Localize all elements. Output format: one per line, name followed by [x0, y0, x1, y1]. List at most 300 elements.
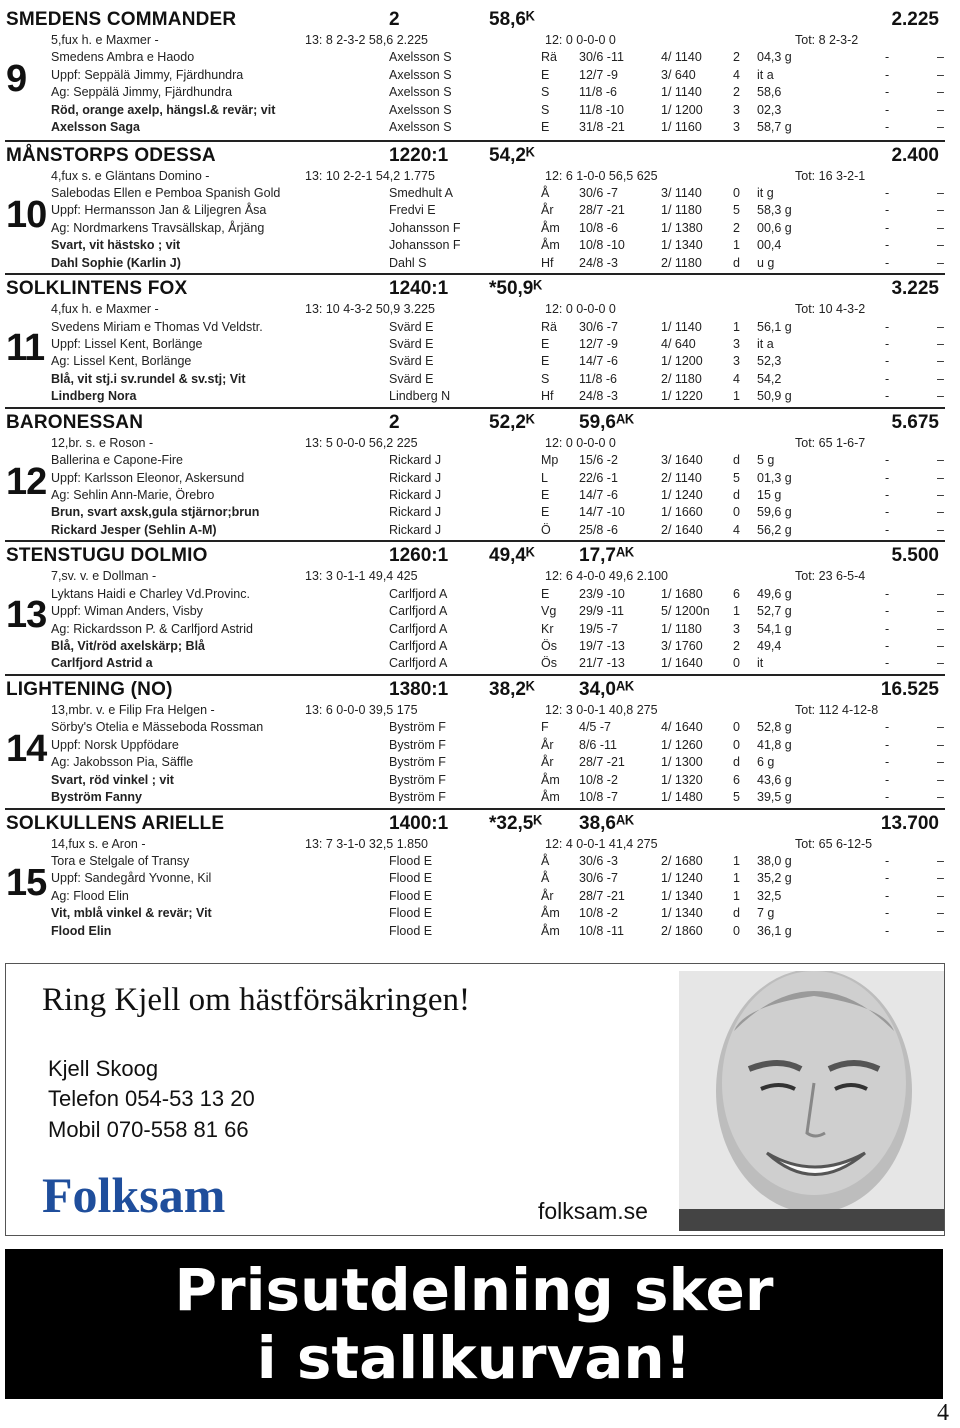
start-cell: - [885, 120, 890, 134]
record-13: 13: 7 3-1-0 32,5 1.850 [305, 836, 429, 851]
start-cell: 36,1 g [757, 923, 792, 938]
start-cell: – [937, 871, 944, 886]
start-cell: 1/ 1480 [661, 789, 703, 804]
start-cell: d [733, 255, 740, 270]
entry-row [5, 871, 945, 888]
start-cell: 2 [733, 85, 740, 100]
start-cell: 1 [733, 604, 740, 619]
start-cell: 1 [733, 853, 740, 868]
start-cell: Åm [541, 789, 560, 804]
start-cell: – [937, 853, 944, 868]
prize-money: 2.225 [891, 9, 939, 30]
start-cell: - [885, 522, 890, 537]
record-13: 13: 10 2-2-1 54,2 1.775 [305, 168, 435, 183]
entry-row [5, 720, 945, 737]
record-12: 12: 6 1-0-0 56,5 625 [545, 168, 658, 183]
horse-info: Uppf: Seppälä Jimmy, Fjärdhundra [51, 67, 244, 82]
start-cell: - [885, 371, 890, 386]
horse-info: Ag: Seppälä Jimmy, Fjärdhundra [51, 85, 233, 100]
start-cell: - [885, 772, 890, 787]
start-cell: – [937, 755, 944, 770]
horse-info: Ag: Jakobsson Pia, Säffle [51, 755, 194, 770]
start-cell: Fredvi E [389, 203, 436, 218]
start-cell: - [885, 604, 890, 619]
start-cell: it a [757, 336, 774, 351]
horse-info: Blå, vit stj.i sv.rundel & sv.stj; Vit [51, 371, 246, 386]
horse-info: Ag: Rickardsson P. & Carlfjord Astrid [51, 621, 253, 636]
record-12: 12: 0 0-0-0 0 [545, 435, 616, 450]
start-cell: u g [757, 255, 775, 270]
horse-info: 12,br. s. e Roson - [51, 435, 154, 450]
folksam-logo [36, 1162, 250, 1224]
start-cell: E [541, 120, 550, 134]
record-total: Tot: 10 4-3-2 [795, 302, 866, 317]
start-cell: 0 [733, 737, 740, 752]
entry-row [5, 471, 945, 488]
start-cell: Kr [541, 621, 554, 636]
start-cell: – [937, 737, 944, 752]
entry-row [5, 186, 945, 203]
prize-money: 16.525 [880, 678, 939, 700]
start-cell: 49,4 [757, 638, 782, 653]
start-cell: 1/ 1240 [661, 487, 703, 502]
start-cell: 1/ 1200 [661, 102, 703, 117]
start-cell: – [937, 487, 944, 502]
start-cell: 12/7 -9 [579, 336, 618, 351]
start-cell: S [541, 102, 550, 117]
start-cell: E [541, 67, 550, 82]
start-cell: Lindberg N [389, 389, 451, 404]
start-cell: Flood E [389, 871, 433, 886]
start-cell: – [937, 772, 944, 787]
horse-name: BARONESSAN [6, 411, 144, 433]
start-cell: 8/6 -11 [579, 737, 617, 752]
odds-ak: 17,7ᴬᴷ [579, 545, 634, 567]
start-cell: 2 [733, 50, 740, 65]
entry-row [5, 854, 945, 871]
start-cell: 10/8 -6 [579, 220, 618, 235]
prize-money: 5.675 [891, 411, 939, 433]
horse-info: 13,mbr. v. e Filip Fra Helgen - [51, 702, 215, 717]
start-cell: 3/ 1640 [661, 453, 703, 468]
entry-row [5, 906, 945, 923]
start-cell: - [885, 621, 890, 636]
start-cell: Svärd E [389, 354, 434, 369]
start-cell: Flood E [389, 923, 433, 938]
entry-row [5, 120, 945, 137]
record-total: Tot: 16 3-2-1 [795, 168, 866, 183]
start-number: 14 [6, 727, 47, 770]
entry-row [5, 256, 945, 273]
horse-info: Carlfjord Astrid a [51, 656, 153, 671]
start-cell: 5 g [757, 453, 775, 468]
start-cell: Åm [541, 238, 560, 253]
start-cell: 6 g [757, 755, 775, 770]
entry-row [5, 837, 945, 854]
horse-info: Smedens Ambra e Haodo [51, 50, 195, 65]
entry-row [5, 320, 945, 337]
start-cell: Rickard J [389, 453, 442, 468]
start-cell: 52,3 [757, 354, 782, 369]
folksam-ad [5, 963, 945, 1236]
entry-row [5, 738, 945, 755]
start-cell: 54,1 g [757, 621, 792, 636]
race-entry [5, 140, 945, 274]
start-cell: 32,5 [757, 888, 782, 903]
start-cell: – [937, 203, 944, 218]
contact-mobile: Mobil 070-558 81 66 [48, 1117, 249, 1142]
entry-row [5, 33, 945, 50]
banner-line-2: i stallkurvan! [256, 1324, 692, 1392]
race-entry [5, 540, 945, 674]
start-cell: – [937, 354, 944, 369]
odds-k: 54,2ᴷ [489, 144, 535, 166]
start-cell: – [937, 453, 944, 468]
race-entry [5, 808, 945, 942]
start-cell: Svärd E [389, 319, 434, 334]
start-cell: - [885, 50, 890, 65]
start-cell: – [937, 522, 944, 537]
start-cell: 1 [733, 888, 740, 903]
start-cell: Åm [541, 220, 560, 235]
horse-info: 7,sv. v. e Dollman - [51, 569, 157, 584]
start-cell: - [885, 923, 890, 938]
start-cell: 1/ 1220 [661, 389, 703, 404]
start-cell: 3 [733, 621, 740, 636]
contact-phone: Telefon 054-53 13 20 [48, 1086, 255, 1111]
start-cell: – [937, 906, 944, 921]
odds-k: 52,2ᴷ [489, 411, 535, 433]
start-cell: – [937, 371, 944, 386]
start-cell: 1/ 1340 [661, 906, 703, 921]
start-cell: Svärd E [389, 336, 434, 351]
horse-info: Vit, mblå vinkel & revär; Vit [51, 906, 212, 921]
start-cell: 15 g [757, 487, 782, 502]
start-cell: - [885, 453, 890, 468]
start-cell: 2/ 1180 [661, 371, 702, 386]
horse-info: Lindberg Nora [51, 389, 137, 404]
horse-info: Lyktans Haidi e Charley Vd.Provinc. [51, 586, 250, 601]
start-cell: 10/8 -2 [579, 772, 618, 787]
start-cell: Flood E [389, 853, 433, 868]
entry-row [5, 203, 945, 220]
start-cell: 2 [733, 638, 740, 653]
horse-info: 4,fux h. e Maxmer - [51, 302, 159, 317]
start-cell: Byström F [389, 737, 446, 752]
start-cell: 10/8 -2 [579, 906, 618, 921]
website-link[interactable]: folksam.se [538, 1198, 648, 1224]
horse-name: SOLKLINTENS FOX [6, 278, 188, 300]
start-cell: - [885, 720, 890, 735]
start-cell: Byström F [389, 772, 446, 787]
start-cell: 6 [733, 586, 740, 601]
start-cell: 10/8 -11 [579, 923, 624, 938]
award-banner [5, 1249, 943, 1399]
odds-ak: 59,6ᴬᴷ [579, 411, 634, 433]
start-cell: Åm [541, 906, 560, 921]
start-cell: 30/6 -7 [579, 319, 618, 334]
start-cell: 0 [733, 185, 740, 200]
start-cell: 54,2 [757, 371, 782, 386]
horse-info: Flood Elin [51, 923, 112, 938]
start-cell: 4/ 640 [661, 336, 696, 351]
start-cell: 1/ 1340 [661, 888, 703, 903]
start-cell: 1/ 1680 [661, 586, 703, 601]
record-13: 13: 8 2-3-2 58,6 2.225 [305, 33, 429, 47]
start-cell: 3 [733, 120, 740, 134]
start-cell: 7 g [757, 906, 775, 921]
start-cell: 3 [733, 102, 740, 117]
start-cell: 1/ 1140 [661, 319, 702, 334]
horse-name: MÅNSTORPS ODESSA [6, 144, 216, 166]
entry-row [5, 639, 945, 656]
horse-info: Sörby's Otelia e Mässeboda Rossman [51, 720, 264, 735]
start-cell: Axelsson S [389, 50, 452, 65]
record-12: 12: 4 0-0-1 41,4 275 [545, 836, 658, 851]
start-cell: År [541, 888, 554, 903]
start-cell: – [937, 586, 944, 601]
start-cell: – [937, 255, 944, 270]
entry-row [5, 889, 945, 906]
start-cell: 1/ 1640 [661, 656, 703, 671]
start-cell: E [541, 354, 550, 369]
entry-header [5, 9, 945, 29]
entry-row [5, 103, 945, 120]
start-cell: - [885, 102, 890, 117]
horse-info: Svart, vit hästsko ; vit [51, 238, 181, 253]
start-cell: Flood E [389, 888, 433, 903]
start-cell: - [885, 888, 890, 903]
start-cell: Flood E [389, 906, 433, 921]
start-cell: 3 [733, 336, 740, 351]
start-cell: 52,7 g [757, 604, 792, 619]
start-cell: - [885, 906, 890, 921]
start-cell: Mp [541, 453, 559, 468]
odds-k: *50,9ᴷ [489, 278, 543, 300]
start-cell: 15/6 -2 [579, 453, 618, 468]
start-cell: 30/6 -3 [579, 853, 618, 868]
entry-row [5, 569, 945, 586]
start-cell: Carlfjord A [389, 638, 448, 653]
start-cell: 4 [733, 371, 740, 386]
start-cell: 1/ 1300 [661, 755, 703, 770]
entry-row [5, 622, 945, 639]
record-12: 12: 6 4-0-0 49,6 2.100 [545, 569, 669, 584]
entry-row [5, 372, 945, 389]
start-cell: L [541, 470, 548, 485]
person-photo [679, 971, 944, 1231]
start-cell: 2/ 1680 [661, 853, 703, 868]
start-cell: 5/ 1200n [661, 604, 710, 619]
ad-title: Ring Kjell om hästförsäkringen! [42, 982, 471, 1018]
start-cell: 19/7 -13 [579, 638, 625, 653]
start-number: 10 [6, 193, 47, 236]
start-cell: Hf [541, 389, 554, 404]
horse-info: Dahl Sophie (Karlin J) [51, 255, 181, 270]
start-cell: – [937, 789, 944, 804]
race-entry [5, 407, 945, 541]
entry-row [5, 50, 945, 67]
start-cell: År [541, 737, 554, 752]
start-cell: 30/6 -7 [579, 185, 618, 200]
start-cell: 2/ 1140 [661, 470, 702, 485]
horse-info: Uppf: Lissel Kent, Borlänge [51, 336, 203, 351]
entry-row [5, 169, 945, 186]
start-cell: – [937, 923, 944, 938]
horse-info: Rickard Jesper (Sehlin A-M) [51, 522, 217, 537]
entry-header [5, 278, 945, 298]
record-13: 13: 3 0-1-1 49,4 425 [305, 569, 418, 584]
prize-money: 13.700 [880, 812, 939, 834]
start-cell: 28/7 -21 [579, 203, 625, 218]
start-cell: 3/ 1140 [661, 185, 702, 200]
horse-info: Röd, orange axelp, hängsl.& revär; vit [51, 102, 276, 117]
start-cell: – [937, 604, 944, 619]
start-cell: Axelsson S [389, 120, 452, 134]
start-cell: Carlfjord A [389, 656, 448, 671]
entry-row [5, 436, 945, 453]
start-cell: Å [541, 853, 550, 868]
start-cell: – [937, 505, 944, 520]
horse-info: Ag: Flood Elin [51, 888, 129, 903]
entry-row [5, 755, 945, 772]
start-cell: 23/9 -10 [579, 586, 625, 601]
start-cell: 1/ 1180 [661, 621, 702, 636]
start-cell: Rä [541, 50, 557, 65]
entry-row [5, 790, 945, 807]
start-cell: 04,3 g [757, 50, 792, 65]
start-cell: Svärd E [389, 371, 434, 386]
start-cell: - [885, 185, 890, 200]
start-cell: 25/8 -6 [579, 522, 618, 537]
horse-info: Ballerina e Capone-Fire [51, 453, 184, 468]
start-cell: 43,6 g [757, 772, 792, 787]
entry-row [5, 354, 945, 371]
start-cell: Vg [541, 604, 557, 619]
start-cell: 11/8 -6 [579, 85, 617, 100]
start-cell: - [885, 853, 890, 868]
start-distance: 2 [389, 411, 400, 433]
record-12: 12: 3 0-0-1 40,8 275 [545, 702, 658, 717]
start-cell: 1 [733, 389, 740, 404]
start-cell: 4/5 -7 [579, 720, 611, 735]
entry-row [5, 924, 945, 941]
start-cell: – [937, 185, 944, 200]
start-cell: it a [757, 67, 774, 82]
start-cell: – [937, 238, 944, 253]
start-cell: - [885, 737, 890, 752]
record-total: Tot: 65 1-6-7 [795, 435, 866, 450]
start-cell: Rickard J [389, 487, 442, 502]
start-cell: – [937, 336, 944, 351]
start-cell: 5 [733, 789, 740, 804]
horse-info: 5,fux h. e Maxmer - [51, 33, 159, 47]
start-cell: - [885, 656, 890, 671]
horse-info: Byström Fanny [51, 789, 142, 804]
start-cell: 11/8 -10 [579, 102, 624, 117]
start-cell: – [937, 67, 944, 82]
start-cell: 5 [733, 470, 740, 485]
start-cell: År [541, 203, 554, 218]
start-cell: E [541, 336, 550, 351]
start-cell: 24/8 -3 [579, 389, 618, 404]
start-cell: 12/7 -9 [579, 67, 618, 82]
prize-money: 2.400 [891, 144, 939, 166]
start-cell: 30/6 -7 [579, 871, 618, 886]
start-cell: E [541, 487, 550, 502]
start-cell: 19/5 -7 [579, 621, 618, 636]
horse-name: SMEDENS COMMANDER [6, 9, 237, 30]
odds-k: 38,2ᴷ [489, 678, 535, 700]
horse-info: Uppf: Hermansson Jan & Liljegren Åsa [51, 203, 267, 218]
start-cell: 59,6 g [757, 505, 792, 520]
race-program [5, 6, 945, 941]
start-distance: 1240:1 [389, 278, 449, 300]
entry-row [5, 656, 945, 673]
start-cell: Ös [541, 638, 557, 653]
banner-line-1: Prisutdelning sker [174, 1256, 774, 1324]
start-cell: d [733, 906, 740, 921]
start-cell: Axelsson S [389, 67, 452, 82]
start-cell: E [541, 505, 550, 520]
odds-ak: 34,0ᴬᴷ [579, 678, 634, 700]
start-cell: 49,6 g [757, 586, 792, 601]
record-total: Tot: 112 4-12-8 [795, 702, 879, 717]
entry-header [5, 545, 945, 565]
start-cell: - [885, 354, 890, 369]
start-cell: 5 [733, 203, 740, 218]
start-cell: 14/7 -10 [579, 505, 625, 520]
horse-info: Svedens Miriam e Thomas Vd Veldstr. [51, 319, 263, 334]
odds-ak: 38,6ᴬᴷ [579, 812, 634, 834]
entry-row [5, 604, 945, 621]
start-cell: 3 [733, 354, 740, 369]
start-cell: Johansson F [389, 220, 461, 235]
start-cell: F [541, 720, 549, 735]
entry-row [5, 337, 945, 354]
start-cell: 31/8 -21 [579, 120, 625, 134]
start-cell: 58,3 g [757, 203, 792, 218]
start-number: 13 [6, 594, 47, 637]
start-cell: Rickard J [389, 505, 442, 520]
start-cell: 50,9 g [757, 389, 792, 404]
record-13: 13: 10 4-3-2 50,9 3.225 [305, 302, 435, 317]
contact-name: Kjell Skoog [48, 1056, 159, 1081]
entry-row [5, 85, 945, 102]
horse-info: Axelsson Saga [51, 120, 140, 134]
horse-info: 14,fux s. e Aron - [51, 836, 146, 851]
start-cell: - [885, 67, 890, 82]
entry-row [5, 302, 945, 319]
start-cell: Hf [541, 255, 554, 270]
start-cell: Byström F [389, 720, 446, 735]
horse-name: STENSTUGU DOLMIO [6, 545, 208, 567]
start-cell: 1/ 1260 [661, 737, 703, 752]
start-cell: 3/ 1760 [661, 638, 703, 653]
start-cell: 56,2 g [757, 522, 792, 537]
start-cell: 58,7 g [757, 120, 792, 134]
horse-name: LIGHTENING (NO) [6, 678, 173, 700]
start-cell: 35,2 g [757, 871, 792, 886]
start-cell: - [885, 586, 890, 601]
horse-info: Ag: Sehlin Ann-Marie, Örebro [51, 487, 215, 502]
start-cell: 0 [733, 505, 740, 520]
horse-info: Salebodas Ellen e Pemboa Spanish Gold [51, 185, 281, 200]
start-cell: 1/ 1320 [661, 772, 703, 787]
start-cell: Rickard J [389, 470, 442, 485]
start-distance: 1220:1 [389, 144, 449, 166]
start-cell: 2/ 1180 [661, 255, 702, 270]
